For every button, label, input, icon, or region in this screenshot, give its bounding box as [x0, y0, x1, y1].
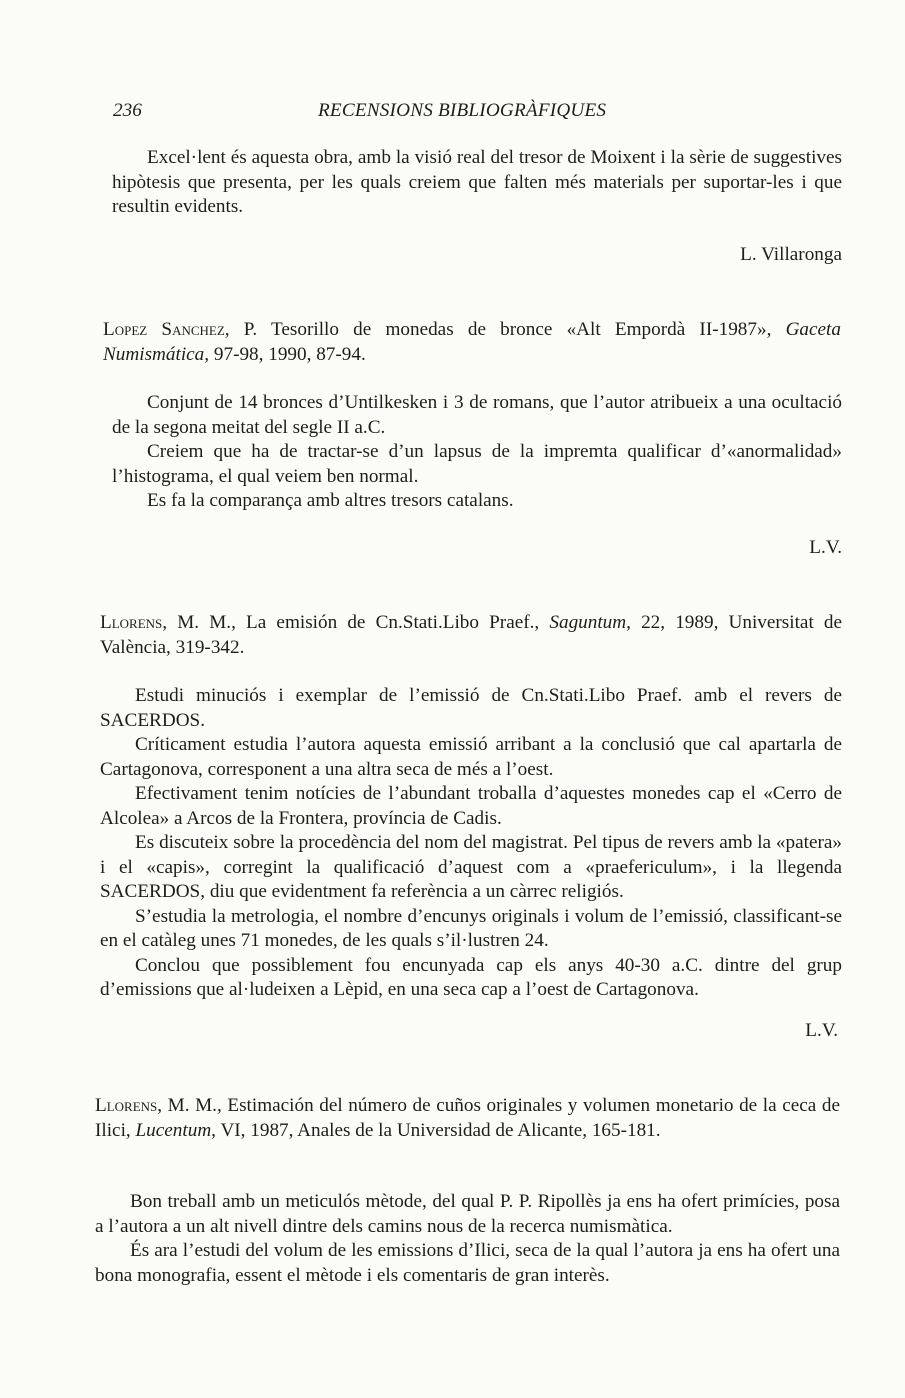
- review2-details: 97-98, 1990, 87-94.: [213, 343, 366, 365]
- page-number: 236: [113, 100, 142, 121]
- review4-paragraph: Bon treball amb un meticulós mètode, del qual P. P. Ripollès ja ens ha ofert primícies, posa a l’autora a un alt nivell dintre dels camins nous de la recerca numismàtica.: [95, 1191, 840, 1237]
- review3-signature: L.V.: [805, 1020, 838, 1041]
- review3-journal: Saguntum,: [549, 612, 631, 633]
- review2-journal: Gaceta Numismática,: [103, 319, 841, 365]
- review4-title: Estimación del número de cuños originales y volumen monetario de la ceca de Ilici,: [95, 1095, 840, 1141]
- review3-paragraph: Es discuteix sobre la procedència del nom del magistrat. Pel tipus de revers amb la «patera» i el «capis», corregint la qualificació d’aquest com a «praefericulum», i la llegenda SACERDOS, diu que evidentment fa referència a un càrrec religiós.: [100, 832, 842, 902]
- review4-details: VI, 1987, Anales de la Universidad de Alicante, 165-181.: [220, 1119, 661, 1141]
- review3-paragraph: Estudi minuciós i exemplar de l’emissió de Cn.Stati.Libo Praef. amb el revers de SACERDOS.: [100, 685, 842, 731]
- review2-author: Lopez Sanchez, P.: [103, 319, 258, 340]
- review1-body: [112, 146, 842, 220]
- review2-reference: [103, 318, 841, 367]
- review1-signature: L. Villaronga: [740, 244, 842, 265]
- review3-paragraph: Efectivament tenim notícies de l’abundant troballa d’aquestes monedes cap el «Cerro de Alcolea» a Arcos de la Frontera, província de Cadis.: [100, 783, 842, 829]
- review3-paragraph: Críticament estudia l’autora aquesta emissió arribant a la conclusió que cal apartarla de Cartagonova, corresponent a una altra seca de més a l’oest.: [100, 734, 842, 780]
- review2-paragraph: Creiem que ha de tractar-se d’un lapsus de la impremta qualificar d’«anormalidad» l’histograma, el qual veiem ben normal.: [112, 441, 842, 487]
- review2-body: [112, 391, 842, 514]
- running-title: RECENSIONS BIBLIOGRÀFIQUES: [318, 100, 607, 121]
- review3-body: [100, 684, 842, 1003]
- review1-paragraph: Excel·lent és aquesta obra, amb la visió real del tresor de Moixent i la sèrie de suggestives hipòtesis que presenta, per les quals creiem que falten més materials per suportar-les i que resultin evidents.: [112, 147, 842, 217]
- review2-signature: L.V.: [809, 537, 842, 558]
- review3-title: La emisión de Cn.Stati.Libo Praef.,: [246, 612, 540, 633]
- review3-paragraph: Conclou que possiblement fou encunyada cap els anys 40-30 a.C. dintre del grup d’emissions que al·ludeixen a Lèpid, en una seca cap a l’oest de Cartagonova.: [100, 954, 842, 1000]
- review4-author: Llorens, M. M.,: [95, 1095, 222, 1116]
- review3-details: 22, 1989, Universitat de València, 319-342.: [100, 612, 843, 658]
- review4-reference: [95, 1094, 840, 1143]
- review4-body: [95, 1190, 840, 1288]
- review3-reference: [100, 611, 842, 660]
- review3-author: Llorens, M. M.,: [100, 612, 236, 633]
- review3-paragraph: S’estudia la metrologia, el nombre d’encunys originals i volum de l’emissió, classificant-se en el catàleg unes 71 monedes, de les quals s’il·lustren 24.: [100, 905, 842, 951]
- review2-paragraph: Conjunt de 14 bronces d’Untilkesken i 3 de romans, que l’autor atribueix a una ocultació de la segona meitat del segle II a.C.: [112, 392, 842, 438]
- review2-paragraph: Es fa la comparança amb altres tresors catalans.: [147, 490, 514, 511]
- review2-title: Tesorillo de monedas de bronce «Alt Empordà II-1987»,: [271, 319, 772, 340]
- review4-journal: Lucentum,: [135, 1119, 216, 1141]
- review4-paragraph: És ara l’estudi del volum de les emissions d’Ilici, seca de la qual l’autora ja ens ha ofert una bona monografia, essent el mètode i els comentaris de gran interès.: [95, 1240, 840, 1286]
- running-header: [113, 100, 835, 126]
